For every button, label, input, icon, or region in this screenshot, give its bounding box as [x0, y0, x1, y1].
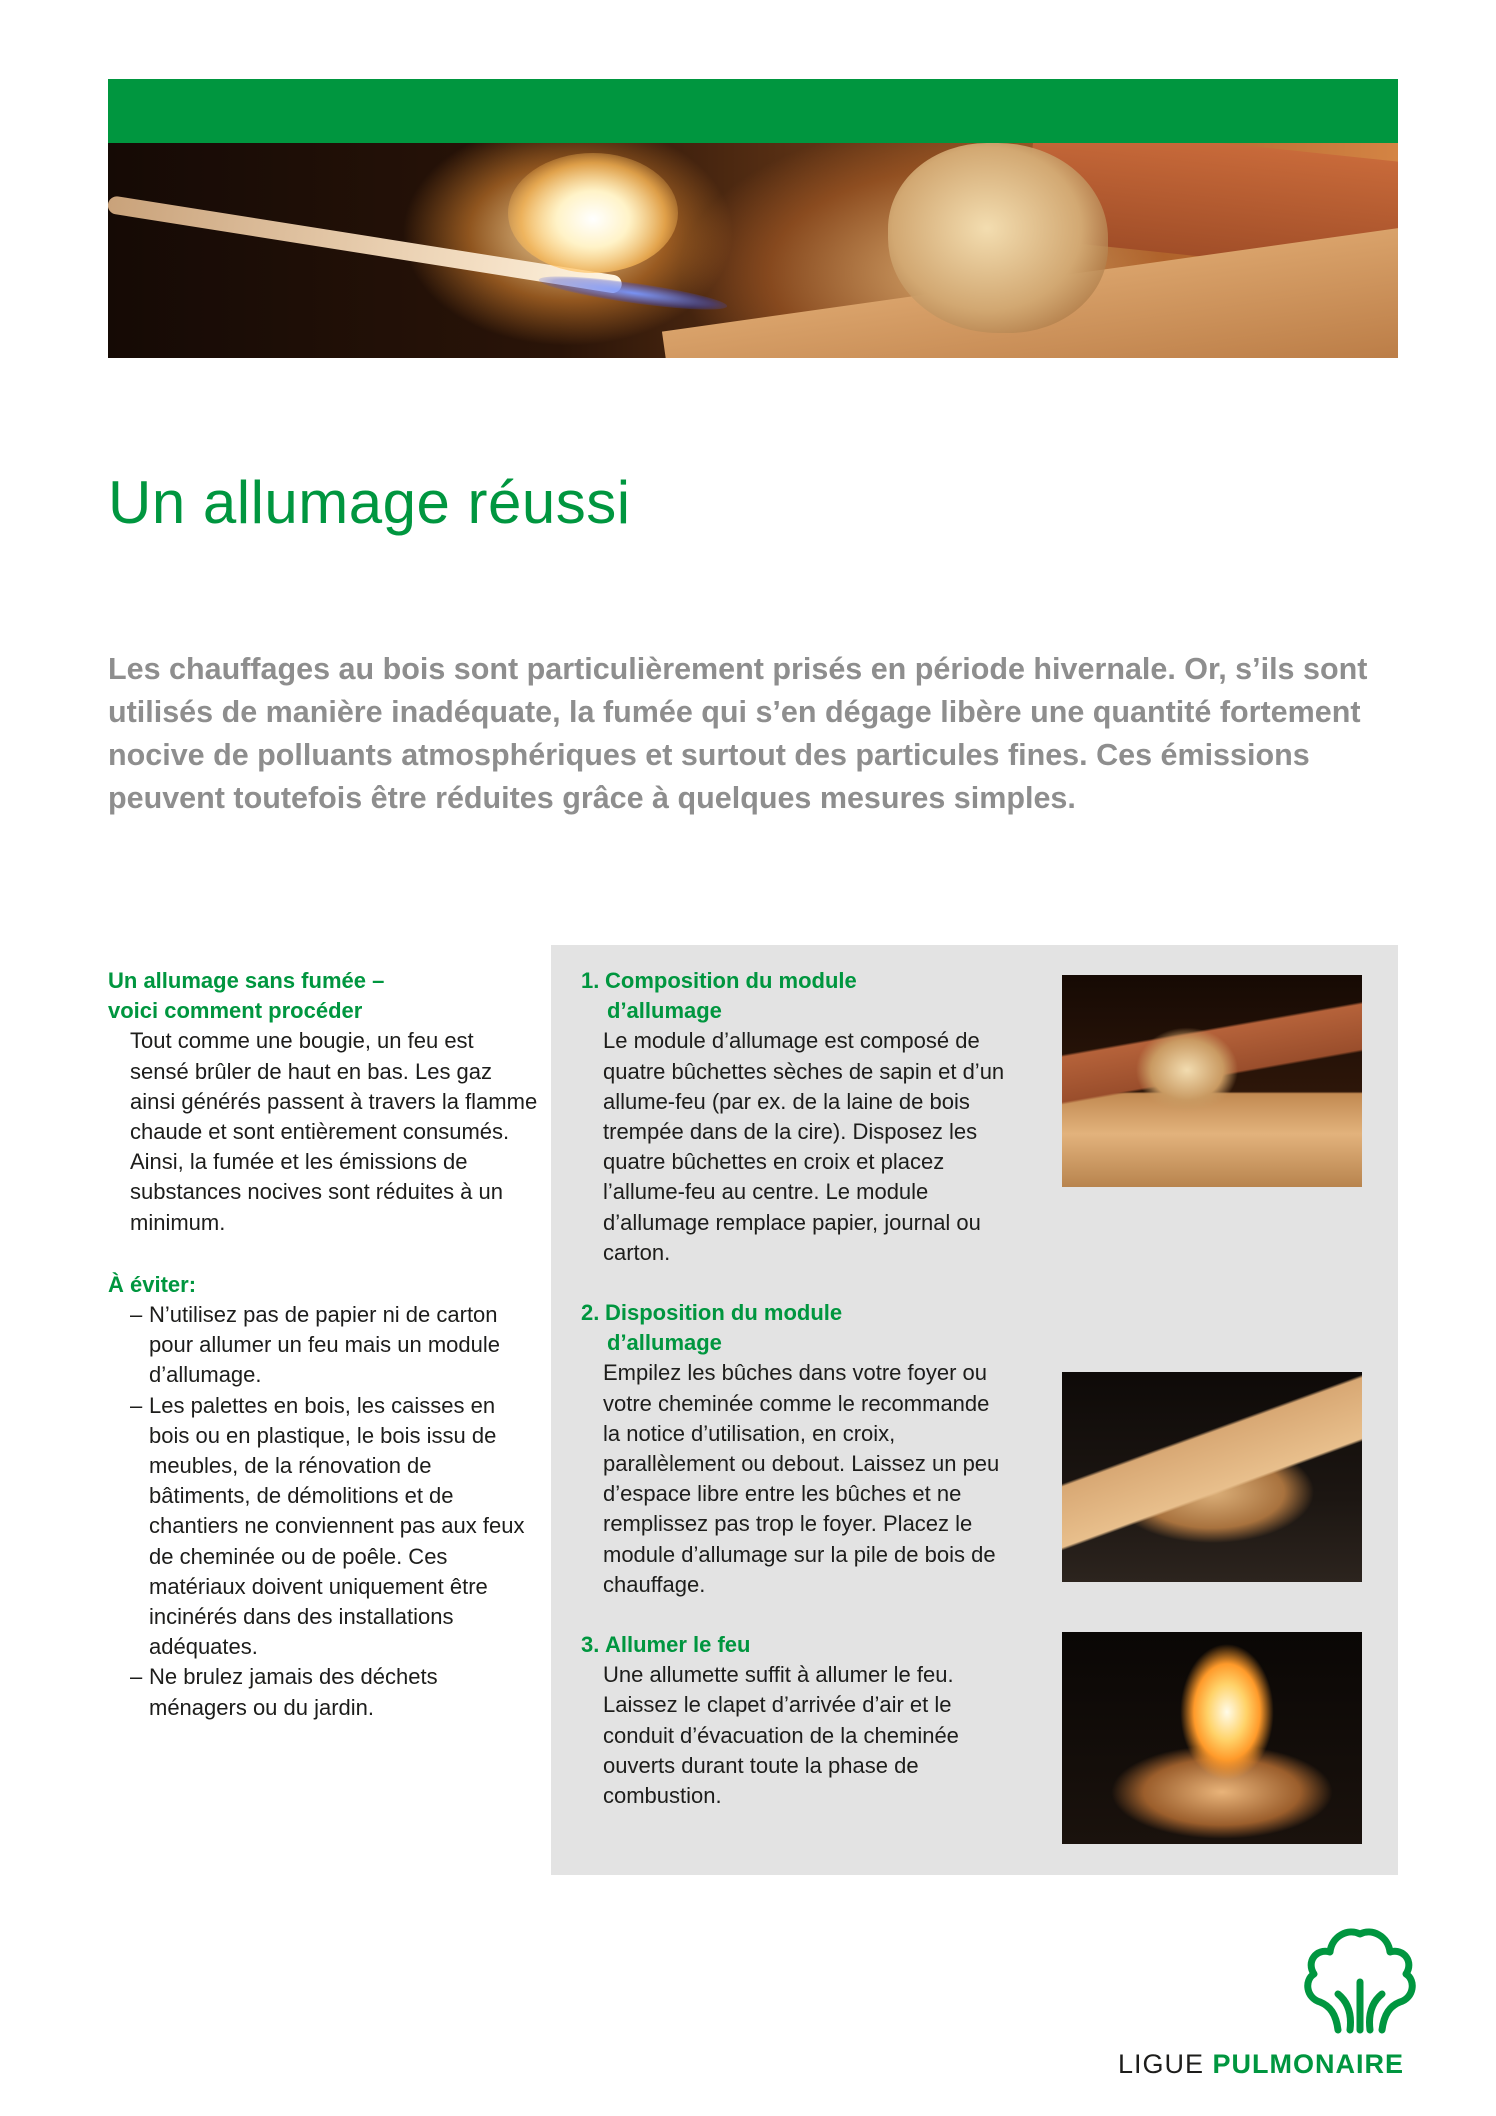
- photo-stacked-logs: [1062, 1372, 1362, 1582]
- step-title: Disposition du module: [605, 1300, 843, 1325]
- photo-fire-burning: [1062, 1632, 1362, 1844]
- list-item: – Ne brulez jamais des déchets ménagers ou du jardin.: [130, 1664, 438, 1720]
- step-3: [581, 1630, 1011, 1811]
- step-title: Allumer le feu: [605, 1632, 751, 1657]
- intro-text: Tout comme une bougie, un feu est sensé brûler de haut en bas. Les gaz ainsi générés passent à travers la flamme chaude et sont entièrement consumés. Ainsi, la fumée et les émissions de substances nocives sont réduites à un minimum.: [130, 1028, 538, 1235]
- avoid-heading: À éviter:: [108, 1271, 197, 1297]
- step-body: Une allumette suffit à allumer le feu. Laissez le clapet d’arrivée d’air et le conduit d’évacuation de la cheminée ouverts durant toute la phase de combustion.: [603, 1662, 959, 1809]
- list-item: – N’utilisez pas de papier ni de carton pour allumer un feu mais un module d’allumage.: [130, 1302, 500, 1388]
- step-title-line-2: d’allumage: [607, 1330, 722, 1356]
- step-number: 1.: [581, 968, 600, 993]
- step-body: Empilez les bûches dans votre foyer ou votre cheminée comme le recommande la notice d’utilisation, en croix, parallèlement ou debout. Laissez un peu d’espace libre entre les bûches et ne remplissez pas trop le foyer. Placez le module d’allumage sur la pile de bois de chauffage.: [603, 1360, 1000, 1597]
- step-body: Le module d’allumage est composé de quatre bûchettes sèches de sapin et d’un allume-feu (par ex. de la laine de bois trempée dans de la cire). Disposez les quatre bûchettes en croix et placez l’allume-feu au centre. Le module d’allumage remplace papier, journal ou carton.: [603, 1028, 1005, 1265]
- tree-logo-icon: [1300, 1922, 1420, 2042]
- step-number: 3.: [581, 1632, 600, 1657]
- step-title-line-2: d’allumage: [607, 998, 722, 1024]
- lead-paragraph: Les chauffages au bois sont particulièrement prisés en période hivernale. Or, s’ils sont utilisés de manière inadéquate, la fumée qui s’en dégage libère une quantité fortement nocive de polluants atmosphériques et surtout des particules fines. Ces émissions peuvent toutefois être réduites grâce à quelques mesures simples.: [108, 652, 1368, 815]
- section-heading: Un allumage sans fumée –: [108, 968, 385, 993]
- photo-kindling-module: [1062, 975, 1362, 1187]
- section-heading-line-2: voici comment procéder: [108, 998, 363, 1024]
- step-1: [581, 966, 1011, 1268]
- header-photo: [108, 143, 1398, 358]
- avoid-list: [108, 1300, 538, 1723]
- page-title: Un allumage réussi: [108, 469, 631, 536]
- step-title: Composition du module: [605, 968, 857, 993]
- list-item: – Les palettes en bois, les caisses en bois ou en plastique, le bois issu de meubles, de la rénovation de bâtiments, de démolitions et de chantiers ne conviennent pas aux feux de cheminée ou de poêle. Ces matériaux doivent uniquement être incinérés dans des installations adéquates.: [130, 1392, 525, 1660]
- left-column: [108, 966, 538, 1723]
- header-green-band: [108, 79, 1398, 143]
- step-number: 2.: [581, 1300, 600, 1325]
- step-2: [581, 1298, 1011, 1600]
- brand-name: LIGUE PULMONAIRE: [1117, 2049, 1404, 2079]
